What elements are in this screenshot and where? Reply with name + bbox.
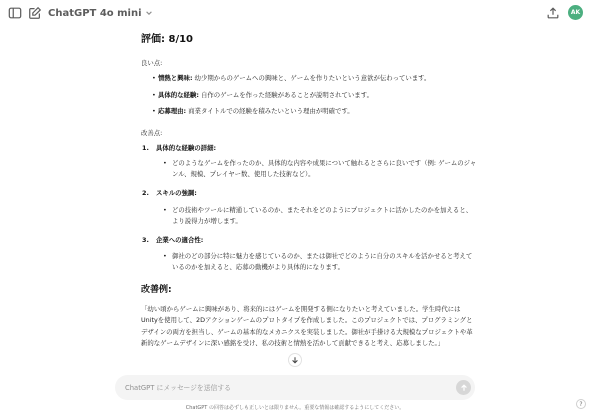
list-item	[142, 235, 203, 246]
top-bar	[0, 0, 590, 26]
strength-text: 幼少期からのゲームへの興味と、ゲームを作りたいという意欲が伝わっています。	[192, 74, 431, 82]
assistant-message	[141, 28, 477, 366]
share-icon[interactable]	[545, 5, 561, 21]
list-item	[142, 188, 197, 199]
list-item: • 御社のどの部分に特に魅力を感じているのか、または御社でどのように自分のスキルを活かせると考えているのかを加えると、応募の動機がより具体的になります。	[159, 251, 477, 272]
list-item	[142, 143, 216, 154]
list-item: • どのようなゲームを作ったのか、具体的な内容や成果について触れるとさらに良いです（例: ゲームのジャンル、規模、プレイヤー数、使用した技術など）。	[163, 159, 477, 178]
chevron-down-icon	[145, 9, 153, 17]
new-chat-icon[interactable]	[27, 5, 43, 21]
model-selector[interactable]	[48, 5, 153, 21]
list-item: • 情熱と興味: 幼少期からのゲームへの興味と、ゲームを作りたいという意欲が伝わっています。	[152, 74, 431, 82]
strength-title: 具体的な経験:	[158, 91, 199, 99]
item-number: 1.	[142, 144, 149, 152]
avatar-initials: AK	[570, 9, 581, 16]
message-input[interactable]	[125, 375, 445, 400]
item-number: 2.	[142, 189, 149, 197]
improvement-title: スキルの強調:	[156, 189, 197, 197]
improvement-title: 企業への適合性:	[156, 236, 204, 244]
improvement-detail: どの技術やツールに精通しているのか、またそれをどのようにプロジェクトに活かしたのかを加えると、より説得力が増します。	[172, 206, 473, 225]
avatar[interactable]	[568, 5, 583, 20]
improvement-detail: どのようなゲームを作ったのか、具体的な内容や成果について触れるとさらに良いです（例: ゲームのジャンル、規模、プレイヤー数、使用した技術など）。	[172, 159, 477, 178]
improvement-detail: 御社のどの部分に特に魅力を感じているのか、または御社でどのように自分のスキルを活かせると考えているのかを加えると、応募の動機がより具体的になります。	[172, 252, 473, 271]
arrow-up-icon	[460, 384, 468, 392]
score-heading: 評価: 8/10	[141, 34, 194, 45]
example-paragraph: 「幼い頃からゲームに興味があり、将来的にはゲームを開発する側になりたいと考えていました。学生時代にはUnityを使用して、2Dアクションゲームのプロトタイプを作成しました。このプロジェクトでは、プログラミングとデザインの両方を担当し、ゲームの基本的なメカニクスを実装しました。御社が手掛ける大規模なプロジェクトや革新的なゲームデザインに深い感銘を受け、私の技術と情熱を活かして貢献できると考え、応募しました。」	[141, 305, 473, 348]
example-heading: 改善例:	[141, 285, 172, 295]
strength-title: 情熱と興味:	[158, 74, 193, 82]
help-button[interactable]: ?	[576, 399, 586, 409]
list-item: • どの技術やツールに精通しているのか、またそれをどのようにプロジェクトに活かしたのかを加えると、より説得力が増します。	[159, 205, 477, 226]
list-item: • 具体的な経験: 自作のゲームを作った経験があることが説明されています。	[152, 91, 373, 99]
strengths-label: 良い点:	[141, 59, 163, 67]
strength-text: 自作のゲームを作った経験があることが説明されています。	[198, 91, 373, 99]
strength-title: 応募理由:	[158, 107, 187, 115]
improvements-label: 改善点:	[141, 129, 163, 137]
strength-text: 商業タイトルでの経験を積みたいという理由が明確です。	[186, 107, 354, 115]
list-item: • 応募理由: 商業タイトルでの経験を積みたいという理由が明確です。	[152, 107, 354, 115]
model-name: ChatGPT 4o mini	[48, 7, 142, 19]
scroll-down-button[interactable]	[288, 353, 302, 367]
message-composer	[115, 375, 475, 400]
improvement-title: 具体的な経験の詳細:	[156, 144, 217, 152]
sidebar-toggle-icon[interactable]	[7, 5, 23, 21]
disclaimer: ChatGPT の回答は必ずしも正しいとは限りません。重要な情報は確認するようにしてください。	[185, 405, 405, 411]
send-button[interactable]	[456, 380, 471, 395]
item-number: 3.	[142, 236, 149, 244]
arrow-down-icon	[291, 356, 299, 364]
